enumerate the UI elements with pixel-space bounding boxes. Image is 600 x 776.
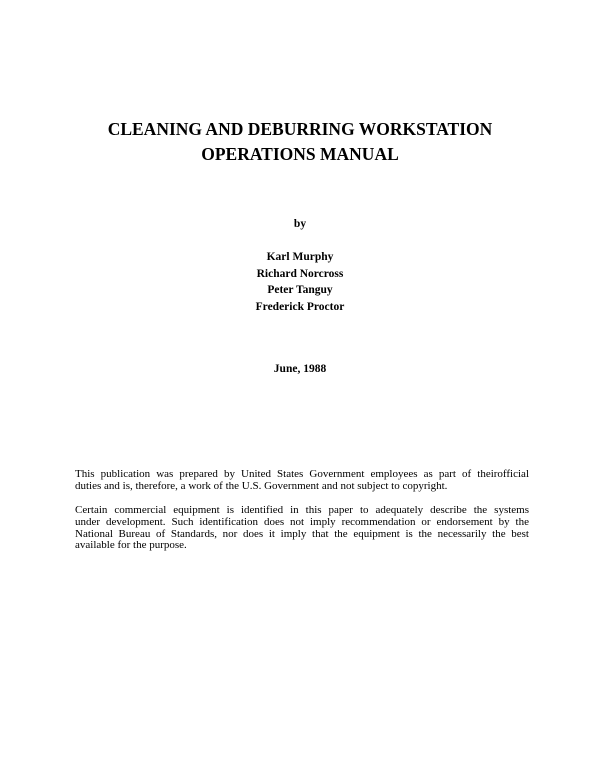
copyright-line-2: duties and is, therefore, a work of the U.S. Government and not subject to copyright. xyxy=(75,479,448,492)
document-title xyxy=(0,117,600,167)
copyright-notice xyxy=(75,469,529,493)
author-name: Frederick Proctor xyxy=(255,300,345,313)
title-line-1: CLEANING AND DEBURRING WORKSTATION xyxy=(107,119,493,139)
title-line-2: OPERATIONS MANUAL xyxy=(201,144,399,164)
author-name: Peter Tanguy xyxy=(267,284,333,296)
author-name: Karl Murphy xyxy=(266,251,334,263)
disclaimer-line-2: under development. Such identification does not imply recommendation or endorsement by the xyxy=(75,515,529,528)
copyright-line-1: This publication was prepared by United States Government employees as part of theirofficial xyxy=(75,468,529,480)
disclaimer-line-4: available for the purpose. xyxy=(75,539,187,552)
disclaimer-notice xyxy=(75,505,529,552)
disclaimer-line-3: National Bureau of Standards, nor does it imply that the equipment is the necessarily the best xyxy=(75,527,529,540)
disclaimer-line-1: Certain commercial equipment is identified in this paper to adequately describe the systems xyxy=(75,504,529,516)
author-name: Richard Norcross xyxy=(256,267,344,280)
by-label: by xyxy=(293,218,307,230)
publication-date: June, 1988 xyxy=(273,363,327,375)
author-list xyxy=(0,249,600,315)
